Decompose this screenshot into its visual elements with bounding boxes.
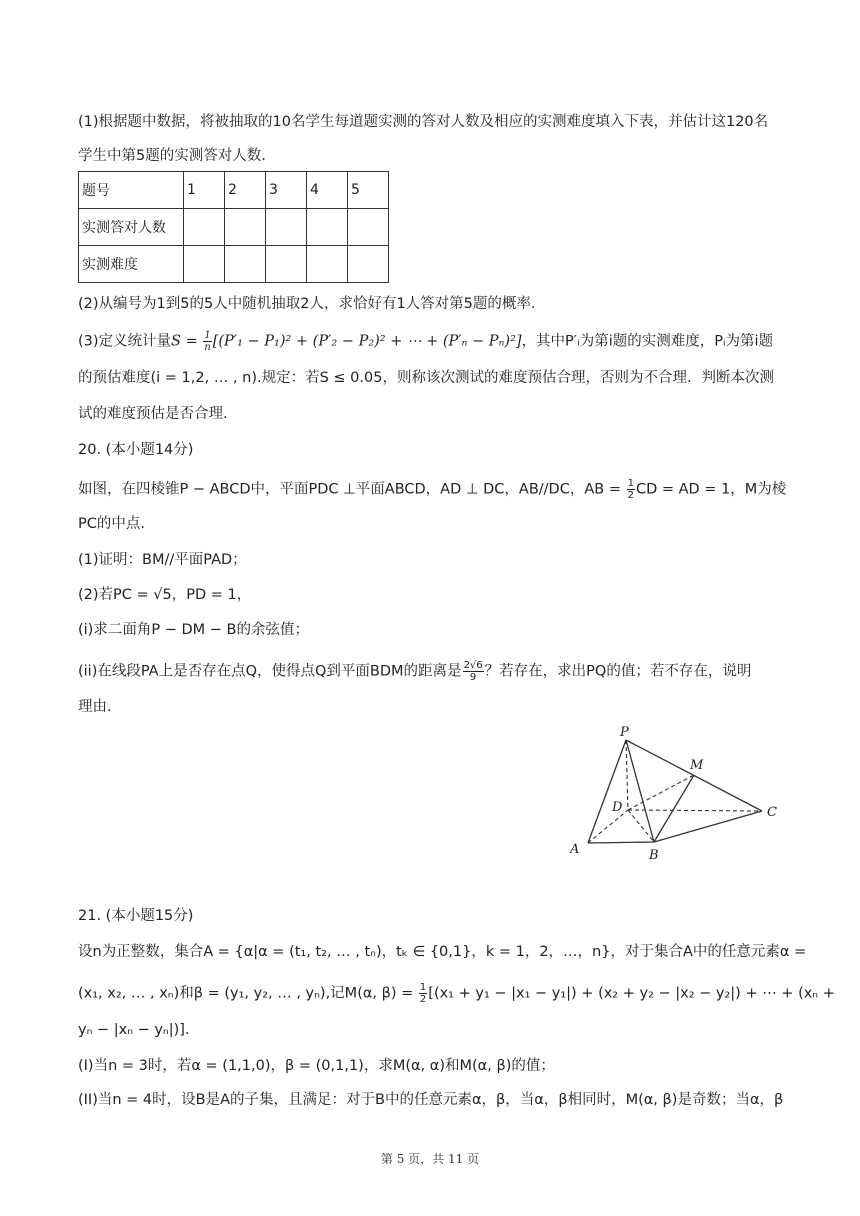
table-cell: 2 xyxy=(225,172,266,209)
q19-part1-line1: (1)根据题中数据，将被抽取的10名学生每道题实测的答对人数及相应的实测难度填入下表，并估计这120名 xyxy=(78,114,769,130)
table-cell: 5 xyxy=(348,172,389,209)
q19-part3-line3: 试的难度预估是否合理. xyxy=(78,406,228,422)
table-cell xyxy=(225,209,266,246)
q20-part2: (2)若PC = √5，PD = 1， xyxy=(78,587,252,603)
q21-line2: (x₁, x₂, … , xₙ)和β = (y₁, y₂, … , yₙ),记M(α, β) = $\frac{1}{2}$ [(x₁ + y₁ − |x₁ − y₁|) + (x₂ + y₂ − |x₂ − y₂|) + ⋯ + (xₙ + xyxy=(78,982,835,1005)
q19-part3-rest: ，其中P′ᵢ为第i题的实测难度，Pᵢ为第i题 xyxy=(521,333,774,350)
table-row xyxy=(79,209,389,246)
label-b: B xyxy=(649,848,659,863)
q19-part3-prefix: (3)定义统计量 xyxy=(78,333,172,350)
edge-ab xyxy=(588,842,654,843)
table-cell xyxy=(348,246,389,283)
table-cell: 1 xyxy=(184,172,225,209)
table-cell xyxy=(184,209,225,246)
q20-stem-line2: PC的中点. xyxy=(78,516,145,532)
table-cell xyxy=(225,246,266,283)
q20-heading: 20. (本小题14分) xyxy=(78,442,194,458)
label-a: A xyxy=(570,842,580,857)
formula: S = xyxy=(171,333,203,350)
page-footer: 第 5 页，共 11 页 xyxy=(380,1152,480,1166)
table-cell: 4 xyxy=(307,172,348,209)
label-m: M xyxy=(690,758,704,773)
q20-stem-line1: 如图，在四棱锥P − ABCD中，平面PDC ⊥平面ABCD，AD ⊥ DC，AB//DC，AB = $\frac{1}{2}$ CD = AD = 1，M为棱 xyxy=(78,478,787,501)
pyramid-figure xyxy=(564,722,786,866)
q21-part2: (II)当n = 4时，设B是A的子集，且满足：对于B中的任意元素α，β，当α，β相同时，M(α, β)是奇数；当α，β xyxy=(78,1092,784,1108)
table-row xyxy=(79,246,389,283)
q19-part2: (2)从编号为1到5的5人中随机抽取2人，求恰好有1人答对第5题的概率. xyxy=(78,296,536,312)
table-cell: 实测答对人数 xyxy=(79,209,184,246)
fraction: $\frac{1}{n}$ xyxy=(204,330,211,353)
fraction: $\frac{1}{2}$ xyxy=(627,478,634,501)
q20-part2-i: (i)求二面角P − DM − B的余弦值； xyxy=(78,622,309,638)
table-cell: 3 xyxy=(266,172,307,209)
table-cell xyxy=(348,209,389,246)
q21-part1: (I)当n = 3时，若α = (1,1,0)，β = (0,1,1)，求M(α, α)和M(α, β)的值； xyxy=(78,1058,555,1074)
label-d: D xyxy=(612,800,623,815)
q20-part2-ii-line1: (ii)在线段PA上是否存在点Q，使得点Q到平面BDM的距离是 $\frac{2√6}{9}$ ？若存在，求出PQ的值；若不存在，说明 xyxy=(78,660,752,683)
table-cell xyxy=(266,209,307,246)
table-cell: 实测难度 xyxy=(79,246,184,283)
edge-dc-hidden xyxy=(628,810,762,811)
label-c: C xyxy=(767,805,777,820)
edge-pb xyxy=(626,740,654,842)
q21-heading: 21. (本小题15分) xyxy=(78,908,194,924)
table-row xyxy=(79,172,389,209)
q20-part2-ii-line2: 理由. xyxy=(78,699,112,715)
q19-part3-line2: 的预估难度(i = 1,2, … , n).规定：若S ≤ 0.05，则称该次测试的难度预估合理，否则为不合理．判断本次测 xyxy=(78,370,774,386)
edge-pd-hidden xyxy=(626,740,628,810)
q19-part1-line2: 学生中第5题的实测答对人数. xyxy=(78,148,266,164)
table-cell xyxy=(307,209,348,246)
table-cell xyxy=(266,246,307,283)
q19-part3-line1 xyxy=(78,330,773,353)
table-cell xyxy=(184,246,225,283)
table-cell: 题号 xyxy=(79,172,184,209)
answer-table xyxy=(78,171,389,283)
formula: [(P′₁ − P₁)² + (P′₂ − P₂)² + ⋯ + (P′ₙ − Pₙ)²] xyxy=(212,333,522,350)
q20-part1: (1)证明：BM//平面PAD； xyxy=(78,552,247,568)
fraction: $\frac{1}{2}$ xyxy=(419,982,427,1005)
q21-line1: 设n为正整数，集合A = {α|α = (t₁, t₂, … , tₙ)，tₖ ∈ {0,1}，k = 1，2，…，n}，对于集合A中的任意元素α = xyxy=(78,944,807,960)
q21-line3: yₙ − |xₙ − yₙ|)]. xyxy=(78,1022,190,1038)
table-cell xyxy=(307,246,348,283)
fraction: $\frac{2√6}{9}$ xyxy=(463,660,483,683)
label-p: P xyxy=(620,725,629,740)
